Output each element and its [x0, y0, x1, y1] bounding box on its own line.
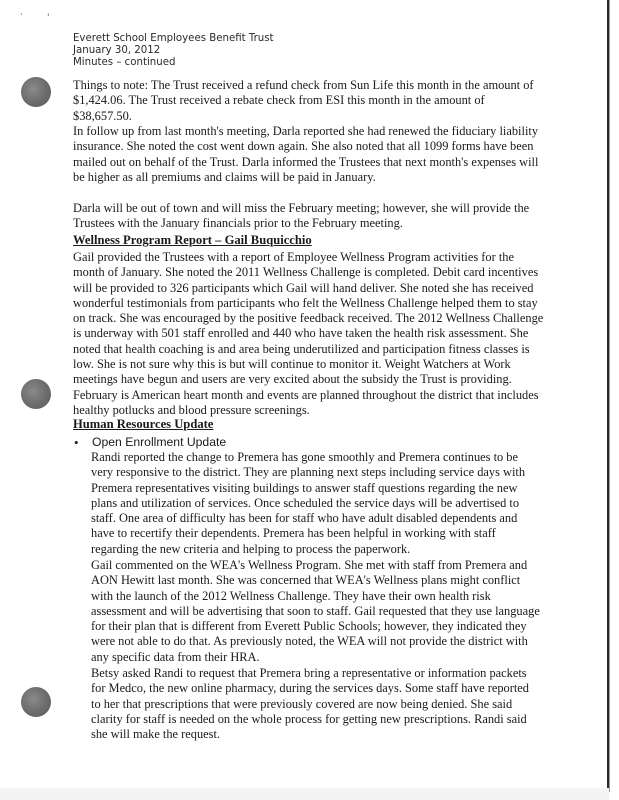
hr-update-heading: Human Resources Update — [73, 417, 214, 431]
betsy-medco-paragraph: Betsy asked Randi to request that Premera bring a representative or information packets for Medco, the new online pharmacy, during the services days. Some staff have reported to her that prescriptions that were previously covered are now being denied. She said clarity for staff is needed on the whole process for getting new prescriptions. Randi said she will make the request. — [91, 666, 530, 742]
wellness-report-heading: Wellness Program Report – Gail Buquicchio — [73, 233, 312, 247]
bullet-icon: • — [74, 435, 79, 450]
darla-absence-paragraph: Darla will be out of town and will miss the February meeting; however, she will provide the Trustees with the January financials prior to the February meeting. — [73, 201, 530, 231]
punch-hole-icon — [21, 77, 51, 107]
meeting-date: January 30, 2012 — [73, 45, 161, 56]
punch-hole-icon — [21, 687, 51, 717]
scan-speck: ' — [47, 13, 50, 23]
minutes-continued-label: Minutes – continued — [73, 57, 176, 68]
gail-wea-paragraph: Gail commented on the WEA's Wellness Program. She met with staff from Premera and AON Hewitt last month. She was concerned that WEA's Wellness plans might conflict with the launch of the 2012 Wellness Challenge. They have their own health risk assessment and will be advertising that soon to staff. Gail requested that they use language for their plan that is different from Everett Public Schools; however, they indicated they were not able to do that. As previously noted, the WEA will not provide the district with any specific data from their HRA. — [91, 558, 540, 664]
things-to-note-paragraph: Things to note: The Trust received a refund check from Sun Life this month in the amount of $1,424.06. The Trust received a rebate check from ESI this month in the amount of $38,657.50. — [73, 78, 534, 123]
wellness-report-paragraph: Gail provided the Trustees with a report of Employee Wellness Program activities for the month of January. She noted the 2011 Wellness Challenge is completed. Debit card incentives will be provided to 326 participants which Gail will hand deliver. She noted she has received wonderful testimonials from participants who felt the Wellness Challenge helped them to stay on track. She was encouraged by the positive feedback received. The 2012 Wellness Challenge is underway with 501 staff enrolled and 440 who have taken the health risk assessment. She noted that health coaching is and area being underutilized and participation fitness classes is low. She is not sure why this is but will continue to monitor it. Weight Watchers at Work meetings have begun and users are very excited about the subsidy the Trust is providing. February is American heart month and events are planned throughout the district that includes healthy potlucks and blood pressure screenings. — [73, 250, 544, 417]
randi-premera-paragraph: Randi reported the change to Premera has gone smoothly and Premera continues to be very responsive to the district. They are planning next steps including service days with Premera representatives visiting buildings to answer staff questions regarding the new plans and utilization of services. Once scheduled the service days will be advertised to staff. One area of difficulty has been for staff who have adult disabled dependents and have to recertify their dependents. Premera has been helpful in working with staff regarding the new criteria and helping to process the paperwork. — [91, 450, 526, 556]
document-header — [73, 33, 274, 69]
trust-name: Everett School Employees Benefit Trust — [73, 33, 274, 44]
page-bottom-shadow — [0, 788, 609, 800]
page-edge-shadow — [609, 0, 610, 792]
open-enrollment-title: Open Enrollment Update — [92, 435, 227, 449]
punch-hole-icon — [21, 379, 51, 409]
scan-speck: · — [20, 10, 23, 20]
follow-up-paragraph: In follow up from last month's meeting, Darla reported she had renewed the fiduciary liability insurance. She noted the cost went down again. She also noted that all 1099 forms have been mailed out on behalf of the Trust. Darla informed the Trustees that next month's expenses will be higher as all premiums and claims will be paid in January. — [73, 124, 539, 184]
